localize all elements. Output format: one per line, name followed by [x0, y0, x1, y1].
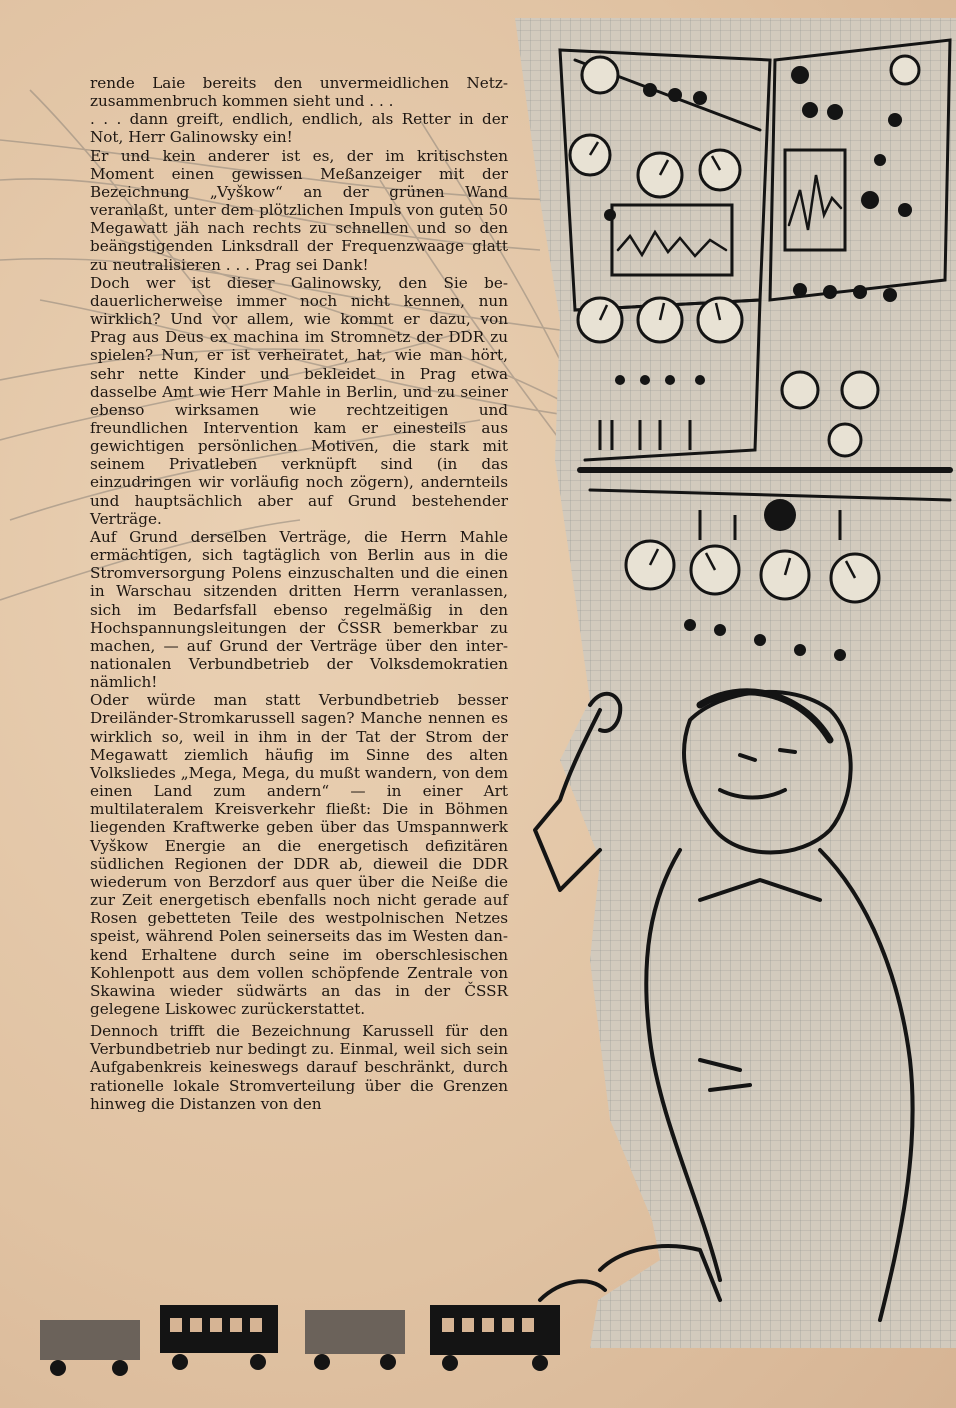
article-paragraph: Oder würde man statt Verbundbetrieb besser Dreiländer-Stromkarussell sagen? Manche nennen es wirklich so, weil in ihm in der Tat der Strom der Megawatt ziemlich häufig im Sinne des alten Volksliedes „Mega, Mega, du mußt wandern, von dem einen Land zum andern“ — in einer Art multilateralem Kreisverkehr fließt: Die in Böhmen liegenden Kraftwerke geben über das Umspannwerk Vyškow Energie an die energetisch defizitären südlichen Regionen der DDR ab, dieweil die DDR wiederum von Berzdorf aus quer über die Neiße die zur Zeit energetisch ebenfalls noch nicht gerade auf Rosen gebetteten Teile des westpolnischen Netzes speist, während Polen seinerseits das im Westen dankend Erhaltene durch seine im oberschlesischen Kohlenpott aus dem vollen schöpfende Zentrale von Skawina wieder südwärts an das in der ČSSR gelegene Liskowec zurückerstattet. [90, 691, 508, 1018]
panel-knob [853, 285, 867, 299]
panel-knob [668, 88, 682, 102]
meter-dial [782, 372, 818, 408]
panel-knob [684, 619, 696, 631]
article-paragraph: Auf Grund derselben Verträge, die Herrn Mahle ermächtigen, sich tagtäglich von Berlin aus in die Stromversorgung Polens einzuschalten und die einen in Warschau sitzenden dritten Herrn veranlassen, sich im Bedarfsfall ebenso regelmäßig in den Hochspannungsleitungen der ČSSR bemerkbar zu machen, — auf Grund der Verträge über den internationalen Verbundbetrieb der Volksdemokratien nämlich! [90, 527, 508, 692]
panel-knob [615, 375, 625, 385]
panel-knob [883, 288, 897, 302]
article-paragraph: Doch wer ist dieser Galinowsky, den Sie bedauerlicherweise immer noch nicht kennen, nun wirklich? Und vor allem, wie kommt er dazu, von Prag aus Deus ex machina im Stromnetz der DDR zu spielen? Nun, er ist verheiratet, hat, wie man hört, sehr nette Kinder und bekleidet in Prag etwa dasselbe Amt wie Herr Mahle in Berlin, und zu seiner ebenso wirksamen wie rechtzeitigen und freundlichen Intervention kam er einesteils aus gewichtigen persönlichen Motiven, die stark mit seinem Privatleben verknüpft sind (in das einzudringen wir vorläufig noch zögern), andernteils und hauptsächlich aber auf Grund bestehender Verträge. [90, 273, 508, 528]
panel-knob [764, 499, 796, 531]
article-paragraph: Dennoch trifft die Bezeichnung Karussell für den Verbundbetrieb nur bedingt zu. Einmal, weil sich sein Aufgabenkreis keineswegs darauf beschränkt, durch rationelle lokale Stromverteilung über die Grenzen hinweg die Distanzen von den [90, 1022, 508, 1113]
meter-dial [829, 424, 861, 456]
panel-knob [861, 191, 879, 209]
panel-knob [714, 624, 726, 636]
panel-knob [604, 209, 616, 221]
meter-dial [891, 56, 919, 84]
panel-knob [693, 91, 707, 105]
article-paragraph: Er und kein anderer ist es, der im kritischsten Moment einen gewissen Meßanzeiger mit der Bezeichnung „Vyškow“ an der grünen Wand veranlaßt, unter dem plötzlichen Impuls von guten 50 Megawatt jäh nach rechts zu schnellen und so den beängstigenden Linksdrall der Frequenzwaage glatt zu neutralisieren . . . Prag sei Dank! [90, 146, 508, 274]
panel-knob [640, 375, 650, 385]
panel-knob [827, 104, 843, 120]
panel-knob [665, 375, 675, 385]
panel-knob [643, 83, 657, 97]
article-paragraph: . . . dann greift, endlich, endlich, als Retter in der Not, Herr Galinowsky ein! [90, 110, 508, 147]
meter-dial [582, 57, 618, 93]
panel-knob [874, 154, 886, 166]
panel-knob [823, 285, 837, 299]
panel-knob [898, 203, 912, 217]
panel-knob [794, 644, 806, 656]
meter-dial [842, 372, 878, 408]
panel-knob [834, 649, 846, 661]
panel-knob [791, 66, 809, 84]
panel-knob [793, 283, 807, 297]
panel-knob [695, 375, 705, 385]
panel-knob [802, 102, 818, 118]
article-text-column [90, 74, 508, 1113]
panel-knob [754, 634, 766, 646]
article-paragraph: rende Laie bereits den unvermeidlichen Netzzusammenbruch kommen sieht und . . . [90, 74, 508, 111]
toy-train [40, 1305, 560, 1376]
panel-knob [888, 113, 902, 127]
